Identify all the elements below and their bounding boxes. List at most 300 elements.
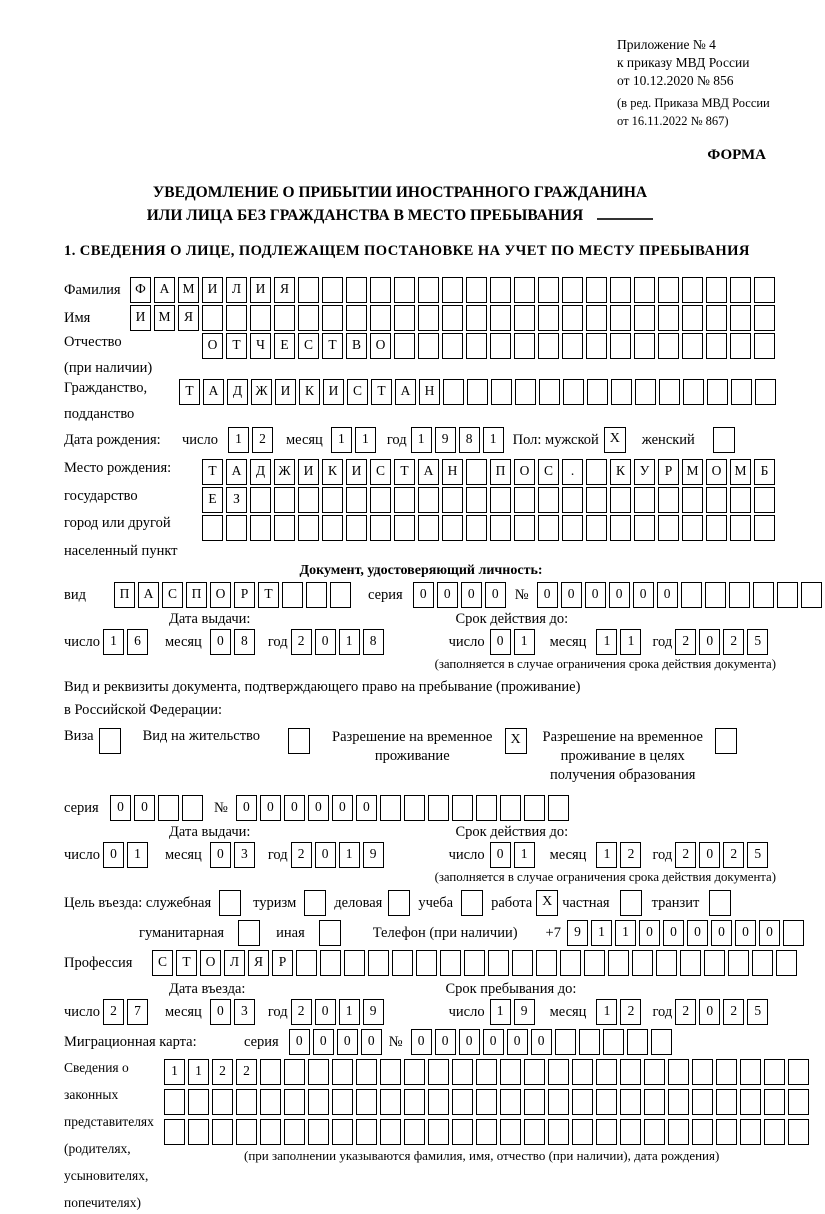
char-cell[interactable] <box>452 1059 473 1085</box>
char-cell[interactable] <box>320 950 341 976</box>
char-cell[interactable] <box>308 1089 329 1115</box>
char-cell[interactable]: 9 <box>363 842 384 868</box>
char-cell[interactable] <box>682 487 703 513</box>
char-cell[interactable] <box>418 487 439 513</box>
char-cell[interactable] <box>562 305 583 331</box>
char-cell[interactable]: О <box>200 950 221 976</box>
char-cell[interactable]: О <box>514 459 535 485</box>
char-cell[interactable] <box>572 1089 593 1115</box>
char-cell[interactable]: 1 <box>490 999 511 1025</box>
char-cell[interactable] <box>586 459 607 485</box>
char-cell[interactable] <box>500 1059 521 1085</box>
char-cell[interactable] <box>298 277 319 303</box>
char-cell[interactable]: М <box>178 277 199 303</box>
char-cell[interactable]: 0 <box>711 920 732 946</box>
char-cell[interactable] <box>596 1119 617 1145</box>
char-cell[interactable] <box>596 1059 617 1085</box>
char-cell[interactable]: И <box>202 277 223 303</box>
char-cell[interactable]: Б <box>754 459 775 485</box>
char-cell[interactable] <box>706 333 727 359</box>
char-cell[interactable] <box>490 515 511 541</box>
char-cell[interactable]: 1 <box>339 842 360 868</box>
char-cell[interactable] <box>476 1089 497 1115</box>
char-cell[interactable] <box>668 1089 689 1115</box>
char-cell[interactable] <box>658 515 679 541</box>
char-cell[interactable] <box>634 487 655 513</box>
char-cell[interactable]: 1 <box>596 842 617 868</box>
char-cell[interactable] <box>560 950 581 976</box>
char-cell[interactable]: С <box>347 379 368 405</box>
char-cell[interactable] <box>610 487 631 513</box>
char-cell[interactable] <box>226 515 247 541</box>
char-cell[interactable] <box>356 1059 377 1085</box>
char-cell[interactable] <box>322 487 343 513</box>
char-cell[interactable] <box>731 379 752 405</box>
purpose-study-checkbox[interactable] <box>461 890 483 916</box>
char-cell[interactable] <box>490 277 511 303</box>
char-cell[interactable] <box>380 795 401 821</box>
char-cell[interactable]: 1 <box>615 920 636 946</box>
char-cell[interactable] <box>466 277 487 303</box>
char-cell[interactable] <box>512 950 533 976</box>
char-cell[interactable]: 0 <box>210 842 231 868</box>
char-cell[interactable] <box>610 277 631 303</box>
char-cell[interactable] <box>754 515 775 541</box>
char-cell[interactable]: У <box>634 459 655 485</box>
char-cell[interactable]: Т <box>226 333 247 359</box>
char-cell[interactable]: 0 <box>435 1029 456 1055</box>
char-cell[interactable]: Ж <box>251 379 272 405</box>
char-cell[interactable]: И <box>298 459 319 485</box>
char-cell[interactable] <box>634 305 655 331</box>
char-cell[interactable]: 2 <box>675 999 696 1025</box>
char-cell[interactable]: 0 <box>537 582 558 608</box>
char-cell[interactable] <box>418 305 439 331</box>
char-cell[interactable]: 0 <box>315 999 336 1025</box>
char-cell[interactable]: И <box>323 379 344 405</box>
char-cell[interactable] <box>538 487 559 513</box>
char-cell[interactable]: А <box>154 277 175 303</box>
char-cell[interactable]: 2 <box>212 1059 233 1085</box>
char-cell[interactable] <box>586 305 607 331</box>
char-cell[interactable]: 0 <box>260 795 281 821</box>
char-cell[interactable] <box>442 277 463 303</box>
char-cell[interactable] <box>740 1089 761 1115</box>
char-cell[interactable]: Я <box>178 305 199 331</box>
char-cell[interactable]: А <box>418 459 439 485</box>
char-cell[interactable] <box>596 1089 617 1115</box>
char-cell[interactable]: 0 <box>663 920 684 946</box>
char-cell[interactable] <box>658 487 679 513</box>
char-cell[interactable] <box>764 1119 785 1145</box>
char-cell[interactable] <box>682 333 703 359</box>
char-cell[interactable] <box>370 305 391 331</box>
purpose-official-checkbox[interactable] <box>219 890 241 916</box>
char-cell[interactable] <box>692 1119 713 1145</box>
char-cell[interactable]: Т <box>322 333 343 359</box>
char-cell[interactable] <box>682 305 703 331</box>
char-cell[interactable]: Ч <box>250 333 271 359</box>
char-cell[interactable]: С <box>298 333 319 359</box>
char-cell[interactable]: И <box>250 277 271 303</box>
char-cell[interactable]: М <box>154 305 175 331</box>
char-cell[interactable]: 1 <box>355 427 376 453</box>
char-cell[interactable]: Н <box>419 379 440 405</box>
char-cell[interactable] <box>644 1059 665 1085</box>
char-cell[interactable]: 0 <box>609 582 630 608</box>
char-cell[interactable] <box>620 1119 641 1145</box>
char-cell[interactable]: 1 <box>331 427 352 453</box>
char-cell[interactable] <box>428 1119 449 1145</box>
char-cell[interactable] <box>298 305 319 331</box>
char-cell[interactable]: 9 <box>514 999 535 1025</box>
char-cell[interactable]: 1 <box>103 629 124 655</box>
char-cell[interactable]: 2 <box>620 999 641 1025</box>
char-cell[interactable] <box>491 379 512 405</box>
char-cell[interactable] <box>644 1119 665 1145</box>
char-cell[interactable]: 0 <box>103 842 124 868</box>
char-cell[interactable] <box>668 1119 689 1145</box>
char-cell[interactable] <box>788 1089 809 1115</box>
visa-checkbox[interactable] <box>99 728 121 754</box>
purpose-private-checkbox[interactable] <box>620 890 642 916</box>
char-cell[interactable] <box>212 1089 233 1115</box>
char-cell[interactable]: 0 <box>483 1029 504 1055</box>
char-cell[interactable]: Р <box>658 459 679 485</box>
char-cell[interactable] <box>476 795 497 821</box>
char-cell[interactable]: 2 <box>620 842 641 868</box>
char-cell[interactable] <box>440 950 461 976</box>
char-cell[interactable] <box>656 950 677 976</box>
char-cell[interactable] <box>464 950 485 976</box>
char-cell[interactable] <box>380 1089 401 1115</box>
char-cell[interactable] <box>610 515 631 541</box>
char-cell[interactable]: М <box>682 459 703 485</box>
char-cell[interactable] <box>730 515 751 541</box>
char-cell[interactable]: О <box>202 333 223 359</box>
char-cell[interactable]: К <box>299 379 320 405</box>
char-cell[interactable]: П <box>114 582 135 608</box>
char-cell[interactable] <box>394 277 415 303</box>
char-cell[interactable] <box>346 277 367 303</box>
char-cell[interactable] <box>418 277 439 303</box>
char-cell[interactable] <box>783 920 804 946</box>
char-cell[interactable] <box>308 1059 329 1085</box>
char-cell[interactable] <box>466 487 487 513</box>
char-cell[interactable] <box>754 333 775 359</box>
char-cell[interactable] <box>682 515 703 541</box>
char-cell[interactable]: Н <box>442 459 463 485</box>
char-cell[interactable] <box>394 487 415 513</box>
char-cell[interactable] <box>548 795 569 821</box>
char-cell[interactable] <box>753 582 774 608</box>
char-cell[interactable] <box>250 305 271 331</box>
char-cell[interactable] <box>428 795 449 821</box>
char-cell[interactable] <box>584 950 605 976</box>
char-cell[interactable] <box>704 950 725 976</box>
char-cell[interactable] <box>380 1059 401 1085</box>
char-cell[interactable]: 0 <box>633 582 654 608</box>
char-cell[interactable]: А <box>226 459 247 485</box>
char-cell[interactable]: 1 <box>514 842 535 868</box>
char-cell[interactable] <box>356 1089 377 1115</box>
char-cell[interactable]: 8 <box>363 629 384 655</box>
char-cell[interactable] <box>586 487 607 513</box>
char-cell[interactable] <box>777 582 798 608</box>
char-cell[interactable] <box>332 1119 353 1145</box>
char-cell[interactable] <box>284 1059 305 1085</box>
char-cell[interactable] <box>632 950 653 976</box>
char-cell[interactable]: 2 <box>291 842 312 868</box>
char-cell[interactable] <box>716 1089 737 1115</box>
char-cell[interactable]: 7 <box>127 999 148 1025</box>
char-cell[interactable]: 0 <box>490 629 511 655</box>
char-cell[interactable]: К <box>322 459 343 485</box>
char-cell[interactable] <box>236 1119 257 1145</box>
char-cell[interactable] <box>394 305 415 331</box>
char-cell[interactable] <box>158 795 179 821</box>
char-cell[interactable] <box>394 515 415 541</box>
char-cell[interactable] <box>500 1089 521 1115</box>
char-cell[interactable] <box>555 1029 576 1055</box>
char-cell[interactable]: С <box>538 459 559 485</box>
char-cell[interactable] <box>730 487 751 513</box>
char-cell[interactable]: К <box>610 459 631 485</box>
char-cell[interactable] <box>634 333 655 359</box>
char-cell[interactable] <box>330 582 351 608</box>
char-cell[interactable] <box>752 950 773 976</box>
char-cell[interactable] <box>627 1029 648 1055</box>
char-cell[interactable] <box>788 1119 809 1145</box>
char-cell[interactable]: 0 <box>657 582 678 608</box>
char-cell[interactable]: С <box>370 459 391 485</box>
char-cell[interactable] <box>514 305 535 331</box>
char-cell[interactable]: Т <box>371 379 392 405</box>
char-cell[interactable]: 2 <box>291 999 312 1025</box>
char-cell[interactable] <box>524 795 545 821</box>
char-cell[interactable] <box>298 487 319 513</box>
char-cell[interactable] <box>706 487 727 513</box>
char-cell[interactable] <box>658 333 679 359</box>
char-cell[interactable]: 2 <box>252 427 273 453</box>
char-cell[interactable] <box>466 515 487 541</box>
char-cell[interactable]: 0 <box>361 1029 382 1055</box>
char-cell[interactable] <box>298 515 319 541</box>
char-cell[interactable] <box>514 515 535 541</box>
char-cell[interactable] <box>380 1119 401 1145</box>
char-cell[interactable] <box>692 1089 713 1115</box>
char-cell[interactable]: П <box>490 459 511 485</box>
char-cell[interactable]: 0 <box>699 999 720 1025</box>
char-cell[interactable] <box>651 1029 672 1055</box>
char-cell[interactable]: 2 <box>291 629 312 655</box>
char-cell[interactable] <box>538 515 559 541</box>
char-cell[interactable]: . <box>562 459 583 485</box>
char-cell[interactable]: О <box>370 333 391 359</box>
char-cell[interactable] <box>404 795 425 821</box>
char-cell[interactable] <box>716 1059 737 1085</box>
char-cell[interactable]: 2 <box>236 1059 257 1085</box>
char-cell[interactable] <box>332 1089 353 1115</box>
char-cell[interactable] <box>392 950 413 976</box>
purpose-tourism-checkbox[interactable] <box>304 890 326 916</box>
char-cell[interactable]: Е <box>274 333 295 359</box>
char-cell[interactable] <box>536 950 557 976</box>
char-cell[interactable]: 9 <box>435 427 456 453</box>
char-cell[interactable] <box>182 795 203 821</box>
char-cell[interactable] <box>370 515 391 541</box>
char-cell[interactable]: 0 <box>639 920 660 946</box>
purpose-business-checkbox[interactable] <box>388 890 410 916</box>
char-cell[interactable]: Т <box>176 950 197 976</box>
temp-residence-checkbox[interactable]: X <box>505 728 527 754</box>
char-cell[interactable]: 1 <box>339 629 360 655</box>
char-cell[interactable] <box>515 379 536 405</box>
char-cell[interactable] <box>801 582 822 608</box>
char-cell[interactable]: 0 <box>413 582 434 608</box>
char-cell[interactable]: В <box>346 333 367 359</box>
char-cell[interactable] <box>764 1089 785 1115</box>
char-cell[interactable]: 0 <box>315 629 336 655</box>
char-cell[interactable] <box>586 277 607 303</box>
char-cell[interactable] <box>274 305 295 331</box>
char-cell[interactable]: 1 <box>596 629 617 655</box>
char-cell[interactable]: 0 <box>210 999 231 1025</box>
purpose-other-checkbox[interactable] <box>319 920 341 946</box>
char-cell[interactable] <box>428 1059 449 1085</box>
char-cell[interactable] <box>692 1059 713 1085</box>
char-cell[interactable]: 0 <box>110 795 131 821</box>
char-cell[interactable]: О <box>706 459 727 485</box>
char-cell[interactable]: 0 <box>356 795 377 821</box>
char-cell[interactable] <box>442 305 463 331</box>
char-cell[interactable]: 9 <box>567 920 588 946</box>
char-cell[interactable]: П <box>186 582 207 608</box>
char-cell[interactable]: 5 <box>747 842 768 868</box>
char-cell[interactable] <box>466 333 487 359</box>
char-cell[interactable]: 0 <box>411 1029 432 1055</box>
char-cell[interactable] <box>236 1089 257 1115</box>
char-cell[interactable]: 1 <box>620 629 641 655</box>
char-cell[interactable] <box>370 277 391 303</box>
char-cell[interactable] <box>322 305 343 331</box>
char-cell[interactable]: 2 <box>103 999 124 1025</box>
char-cell[interactable] <box>514 487 535 513</box>
char-cell[interactable] <box>322 515 343 541</box>
char-cell[interactable] <box>322 277 343 303</box>
char-cell[interactable] <box>370 487 391 513</box>
char-cell[interactable]: 0 <box>308 795 329 821</box>
char-cell[interactable] <box>548 1119 569 1145</box>
char-cell[interactable] <box>764 1059 785 1085</box>
char-cell[interactable] <box>706 515 727 541</box>
char-cell[interactable]: Р <box>234 582 255 608</box>
char-cell[interactable] <box>680 950 701 976</box>
char-cell[interactable] <box>344 950 365 976</box>
char-cell[interactable]: 0 <box>585 582 606 608</box>
char-cell[interactable] <box>260 1059 281 1085</box>
char-cell[interactable]: 5 <box>747 999 768 1025</box>
char-cell[interactable] <box>284 1089 305 1115</box>
char-cell[interactable] <box>452 795 473 821</box>
char-cell[interactable] <box>442 487 463 513</box>
char-cell[interactable]: А <box>203 379 224 405</box>
char-cell[interactable] <box>346 487 367 513</box>
char-cell[interactable] <box>188 1119 209 1145</box>
char-cell[interactable] <box>274 515 295 541</box>
purpose-work-checkbox[interactable]: X <box>536 890 558 916</box>
char-cell[interactable] <box>754 305 775 331</box>
char-cell[interactable]: Т <box>179 379 200 405</box>
char-cell[interactable]: Р <box>272 950 293 976</box>
char-cell[interactable]: 2 <box>675 842 696 868</box>
char-cell[interactable] <box>282 582 303 608</box>
char-cell[interactable] <box>754 487 775 513</box>
char-cell[interactable]: 0 <box>490 842 511 868</box>
char-cell[interactable]: М <box>730 459 751 485</box>
char-cell[interactable]: 0 <box>699 629 720 655</box>
char-cell[interactable] <box>524 1089 545 1115</box>
char-cell[interactable] <box>658 305 679 331</box>
char-cell[interactable]: С <box>152 950 173 976</box>
char-cell[interactable] <box>610 333 631 359</box>
char-cell[interactable] <box>418 333 439 359</box>
char-cell[interactable]: 0 <box>134 795 155 821</box>
char-cell[interactable] <box>490 305 511 331</box>
sex-male-checkbox[interactable]: X <box>604 427 626 453</box>
char-cell[interactable]: 8 <box>234 629 255 655</box>
char-cell[interactable] <box>202 515 223 541</box>
char-cell[interactable] <box>668 1059 689 1085</box>
char-cell[interactable] <box>332 1059 353 1085</box>
char-cell[interactable] <box>608 950 629 976</box>
char-cell[interactable] <box>466 459 487 485</box>
char-cell[interactable] <box>188 1089 209 1115</box>
char-cell[interactable] <box>416 950 437 976</box>
char-cell[interactable] <box>346 305 367 331</box>
char-cell[interactable] <box>729 582 750 608</box>
char-cell[interactable] <box>740 1059 761 1085</box>
char-cell[interactable] <box>563 379 584 405</box>
char-cell[interactable] <box>562 333 583 359</box>
char-cell[interactable] <box>572 1119 593 1145</box>
char-cell[interactable] <box>452 1119 473 1145</box>
char-cell[interactable]: Д <box>250 459 271 485</box>
char-cell[interactable]: 0 <box>289 1029 310 1055</box>
char-cell[interactable]: 0 <box>561 582 582 608</box>
char-cell[interactable] <box>500 795 521 821</box>
char-cell[interactable]: 2 <box>723 842 744 868</box>
char-cell[interactable] <box>524 1119 545 1145</box>
char-cell[interactable]: Ф <box>130 277 151 303</box>
char-cell[interactable]: 1 <box>596 999 617 1025</box>
char-cell[interactable] <box>368 950 389 976</box>
char-cell[interactable] <box>538 333 559 359</box>
char-cell[interactable] <box>681 582 702 608</box>
char-cell[interactable] <box>466 305 487 331</box>
char-cell[interactable] <box>226 305 247 331</box>
char-cell[interactable] <box>284 1119 305 1145</box>
char-cell[interactable]: 0 <box>337 1029 358 1055</box>
char-cell[interactable] <box>442 333 463 359</box>
char-cell[interactable] <box>548 1089 569 1115</box>
char-cell[interactable] <box>705 582 726 608</box>
char-cell[interactable]: 0 <box>332 795 353 821</box>
char-cell[interactable]: 0 <box>531 1029 552 1055</box>
char-cell[interactable] <box>586 333 607 359</box>
char-cell[interactable]: Л <box>226 277 247 303</box>
char-cell[interactable]: 0 <box>284 795 305 821</box>
